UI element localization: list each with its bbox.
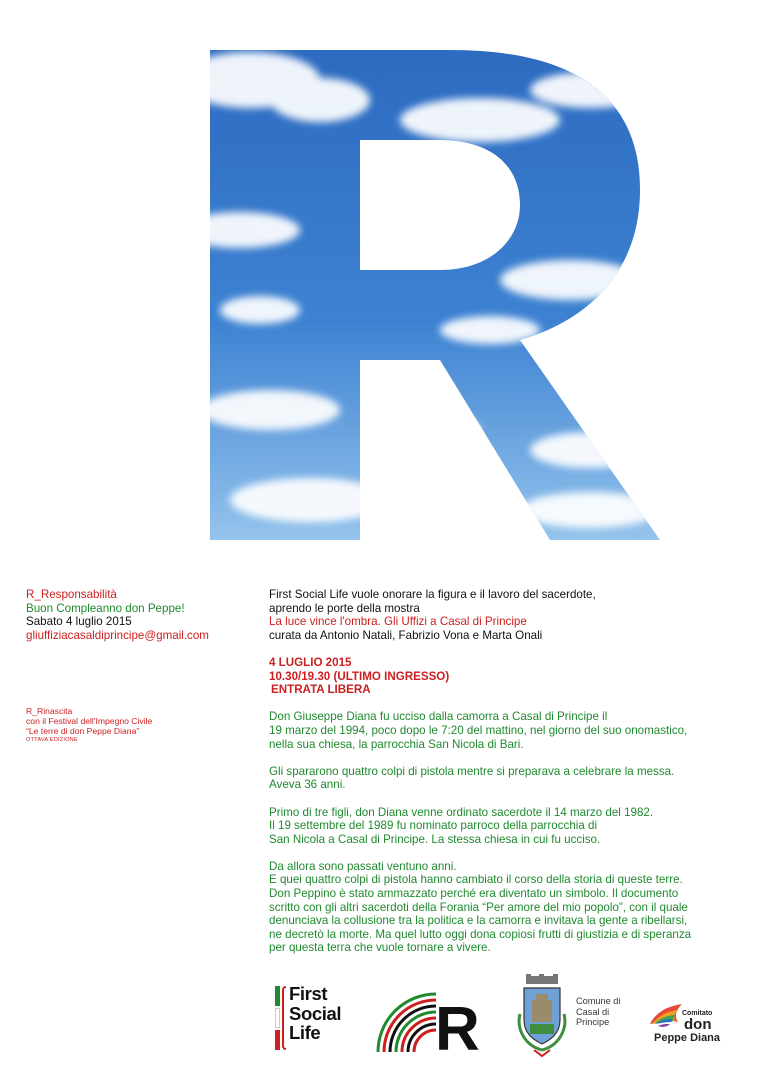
event-entry: ENTRATA LIBERA [271, 683, 371, 697]
intro-line: aprendo le porte della mostra [269, 601, 420, 615]
main-text [269, 588, 749, 969]
comune-logo [512, 974, 632, 1060]
section-title: R_Responsabilità [26, 588, 117, 601]
section-subtitle: Buon Compleanno don Peppe! [26, 601, 185, 615]
paragraph-line: 19 marzo del 1994, poco dopo le 7:20 del mattino, nel giorno del suo onomastico, [269, 723, 688, 737]
fsl-word: Life [289, 1022, 321, 1043]
comitato-don-peppe-diana-logo [648, 1000, 748, 1050]
curators: curata da Antonio Natali, Fabrizio Vona e Marta Onali [269, 628, 543, 642]
fsl-word: First [289, 983, 328, 1004]
flag-green-bar [275, 986, 280, 1006]
comune-text [576, 996, 620, 1028]
coat-of-arms-icon [512, 974, 572, 1060]
paragraph-line: nella sua chiesa, la parrocchia San Nicola di Bari. [269, 737, 524, 751]
r-logo-letter: R [435, 995, 480, 1054]
rinascita-line: “Le terre di don Peppe Diana” [26, 725, 140, 736]
sidebar-info [26, 588, 209, 642]
intro-line: First Social Life vuole onorare la figura e il lavoro del sacerdote, [269, 588, 596, 601]
brace-icon [282, 986, 286, 1050]
paragraph-line: Don Peppino è stato ammazzato perché era diventato un simbolo. Il documento [269, 887, 679, 901]
comune-line: Casal di [576, 1006, 610, 1017]
event-day: Sabato 4 luglio 2015 [26, 615, 132, 629]
fsl-logo-text [289, 984, 341, 1043]
paragraph-line: denunciava la collusione tra la politica e la camorra e invitava la gente a ribellarsi, [269, 914, 688, 928]
paragraph-line: Primo di tre figli, don Diana venne ordinato sacerdote il 14 marzo del 1982. [269, 805, 654, 819]
comitato-name: Peppe Diana [654, 1032, 721, 1044]
paragraph-line: ne decretò la morte. Ma quel lutto oggi dona copiosi frutti di giustizia e di speranza [269, 927, 692, 941]
comitato-label: Comitato [682, 1010, 713, 1017]
event-date: 4 LUGLIO 2015 [269, 655, 352, 669]
flag-red-bar [275, 1030, 280, 1050]
exhibit-title: La luce vince l'ombra. Gli Uffizi a Casal di Principe [269, 615, 527, 629]
rinascita-title: R_Rinascita [26, 706, 73, 716]
rinascita-block [26, 707, 152, 744]
rinascita-line: con il Festival dell'Impegno Civile [26, 715, 153, 726]
paragraph-line: Don Giuseppe Diana fu ucciso dalla camorra a Casal di Principe il [269, 710, 608, 724]
comitato-don: don [684, 1016, 712, 1033]
paragraph [269, 710, 749, 751]
event-block [269, 656, 749, 697]
paragraph-line: San Nicola a Casal di Principe. La stessa chiesa in cui fu ucciso. [269, 832, 601, 846]
r-logo-fan-icon [372, 986, 482, 1054]
comune-line: Principe [576, 1017, 610, 1028]
fsl-word: Social [289, 1002, 342, 1024]
rainbow-dove-icon [648, 1002, 688, 1032]
flag-white-bar [275, 1008, 280, 1028]
paragraph [269, 860, 749, 955]
paragraph-line: Da allora sono passati ventuno anni. [269, 859, 457, 873]
paragraph-line: scritto con gli altri sacerdoti della Forania “Per amore del mio popolo”, con il quale [269, 900, 688, 914]
r-logo [372, 986, 482, 1054]
paragraph [269, 765, 749, 792]
paragraph [269, 806, 749, 847]
contact-email[interactable]: gliuffiziacasaldiprincipe@gmail.com [26, 628, 209, 642]
rinascita-edition: OTTAVA EDIZIONE [26, 737, 78, 744]
first-social-life-logo [275, 984, 375, 1054]
intro-block [269, 588, 749, 642]
comune-line: Comune di [576, 996, 621, 1006]
event-hours: 10.30/19.30 (ULTIMO INGRESSO) [269, 669, 450, 683]
paragraph-line: Gli spararono quattro colpi di pistola mentre si preparava a celebrare la messa. [269, 764, 675, 778]
paragraph-line: per questa terra che vuole tornare a vivere. [269, 941, 491, 955]
paragraph-line: Il 19 settembre del 1989 fu nominato parroco della parrocchia di [269, 819, 598, 833]
big-r-sky-letter [190, 30, 730, 560]
paragraph-line: Aveva 36 anni. [269, 778, 346, 792]
paragraph-line: E quei quattro colpi di pistola hanno cambiato il corso della storia di queste terre. [269, 873, 683, 887]
